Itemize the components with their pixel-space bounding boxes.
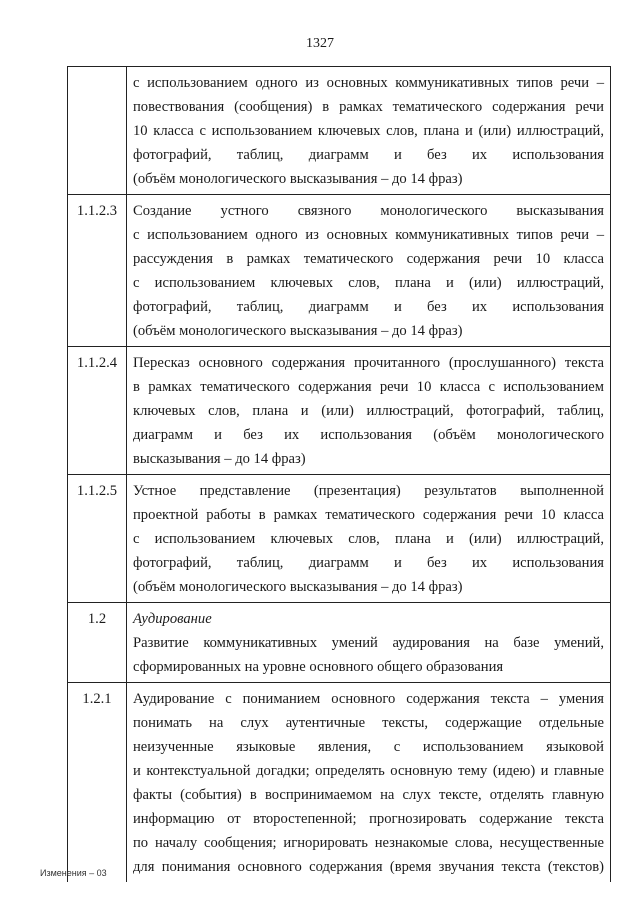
text-line: с использованием одного из основных коммуникативных типов речи –	[133, 75, 604, 91]
row-content	[127, 67, 611, 195]
table-row	[68, 475, 611, 603]
text-line: и контекстуальной догадки; определять основную тему (идею) и главные	[133, 763, 604, 779]
row-number: 1.2	[68, 603, 127, 683]
text-line: проектной работы в рамках тематического содержания речи 10 класса	[133, 507, 604, 523]
text-line: неизученные языковые явления, с использованием языковой	[133, 739, 604, 755]
section-heading: Аудирование	[133, 611, 212, 627]
text-line: фотографий, таблиц, диаграмм и без их использования	[133, 555, 604, 571]
table-row	[68, 195, 611, 347]
table-row	[68, 67, 611, 195]
text-line: (объём монологического высказывания – до 14 фраз)	[133, 579, 463, 595]
text-line: Пересказ основного содержания прочитанного (прослушанного) текста	[133, 355, 604, 371]
text-line: Устное представление (презентация) результатов выполненной	[133, 483, 604, 499]
row-content	[127, 195, 611, 347]
row-number: 1.2.1	[68, 683, 127, 883]
text-line: для понимания основного содержания (время звучания текста (текстов)	[133, 859, 604, 875]
text-line: ключевых слов, плана и (или) иллюстраций, фотографий, таблиц,	[133, 403, 604, 419]
text-line: с использованием одного из основных коммуникативных типов речи –	[133, 227, 604, 243]
row-content	[127, 683, 611, 883]
text-line: по началу сообщения; игнорировать незнакомые слова, несущественные	[133, 835, 604, 851]
text-line: Создание устного связного монологического высказывания	[133, 203, 604, 219]
row-content	[127, 475, 611, 603]
text-line: сформированных на уровне основного общего образования	[133, 659, 504, 675]
row-content	[127, 347, 611, 475]
table-row	[68, 603, 611, 683]
table-row	[68, 347, 611, 475]
text-line: в рамках тематического содержания речи 10 класса с использованием	[133, 379, 604, 395]
page-number: 1327	[306, 36, 334, 51]
text-line: с использованием ключевых слов, плана и (или) иллюстраций,	[133, 531, 604, 547]
text-line: фотографий, таблиц, диаграмм и без их использования	[133, 299, 604, 315]
text-line: Развитие коммуникативных умений аудирования на базе умений,	[133, 635, 604, 651]
row-number: 1.1.2.4	[68, 347, 127, 475]
text-line: фотографий, таблиц, диаграмм и без их использования	[133, 147, 604, 163]
curriculum-table	[67, 66, 611, 882]
row-number: 1.1.2.5	[68, 475, 127, 603]
table-row	[68, 683, 611, 883]
text-line: факты (события) в воспринимаемом на слух тексте, отделять главную	[133, 787, 604, 803]
text-line: высказывания – до 14 фраз)	[133, 451, 306, 467]
text-line: Аудирование с пониманием основного содержания текста – умения	[133, 691, 604, 707]
text-line: повествования (сообщения) в рамках тематического содержания речи	[133, 99, 604, 115]
text-line: (объём монологического высказывания – до 14 фраз)	[133, 171, 463, 187]
row-content	[127, 603, 611, 683]
text-line: понимать на слух аутентичные тексты, содержащие отдельные	[133, 715, 604, 731]
row-number: 1.1.2.3	[68, 195, 127, 347]
text-line: диаграмм и без их использования (объём монологического	[133, 427, 604, 443]
text-line: рассуждения в рамках тематического содержания речи 10 класса	[133, 251, 604, 267]
text-line: 10 класса с использованием ключевых слов, плана и (или) иллюстраций,	[133, 123, 604, 139]
text-line: информацию от второстепенной; прогнозировать содержание текста	[133, 811, 604, 827]
row-number	[68, 67, 127, 195]
footer-note: Изменения – 03	[40, 868, 107, 878]
text-line: (объём монологического высказывания – до 14 фраз)	[133, 323, 463, 339]
text-line: с использованием ключевых слов, плана и (или) иллюстраций,	[133, 275, 604, 291]
